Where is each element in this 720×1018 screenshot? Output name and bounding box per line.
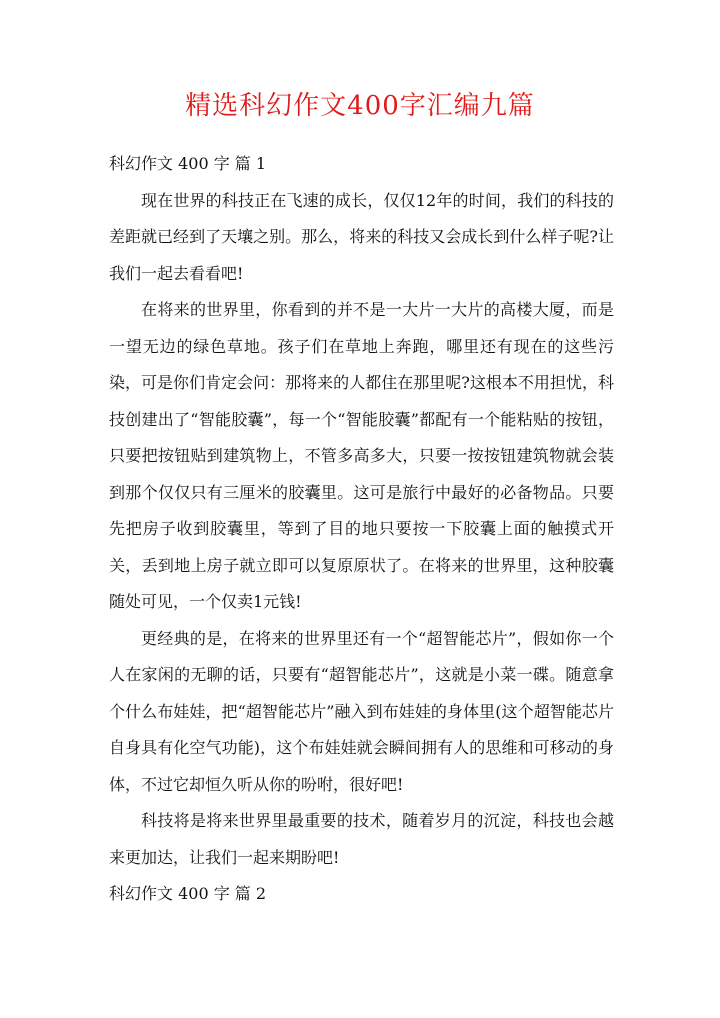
document-title: 精选科幻作文400字汇编九篇 [185, 91, 535, 121]
paragraph-1: 现在世界的科技正在飞速的成长，仅仅12年的时间，我们的科技的差距就已经到了天壤之别。那么，将来的科技又会成长到什么样子呢?让我们一起去看看吧! [109, 190, 614, 283]
section-heading-1: 科幻作文 400 字 篇 1 [109, 154, 267, 173]
paragraph-4: 科技将是将来世界里最重要的技术，随着岁月的沉淀，科技也会越来更加达，让我们一起来期盼吧! [109, 811, 614, 867]
paragraph-2: 在将来的世界里，你看到的并不是一大片一大片的高楼大厦，而是一望无边的绿色草地。孩子们在草地上奔跑，哪里还有现在的这些污染，可是你们肯定会问：那将来的人都住在那里呢?这根本不用担忧，科技创建出了“智能胶囊”，每一个“智能胶囊”都配有一个能粘贴的按钮，只要把按钮贴到建筑物上，不管多高多大，只要一按按钮建筑物就会装到那个仅仅只有三厘米的胶囊里。这可是旅行中最好的必备物品。只要先把房子收到胶囊里，等到了目的地只要按一下胶囊上面的触摸式开关，丢到地上房子就立即可以复原原状了。在将来的世界里，这种胶囊随处可见，一个仅卖1元钱! [109, 300, 614, 611]
document-body [109, 146, 614, 913]
paragraph-3: 更经典的是，在将来的世界里还有一个“超智能芯片”，假如你一个人在家闲的无聊的话，只要有“超智能芯片”，这就是小菜一碟。随意拿个什么布娃娃，把“超智能芯片”融入到布娃娃的身体里(这个超智能芯片自身具有化空气功能)，这个布娃娃就会瞬间拥有人的思维和可移动的身体，不过它却恒久听从你的吩咐，很好吧! [109, 628, 614, 794]
section-heading-2: 科幻作文 400 字 篇 2 [109, 884, 267, 903]
essay-section-2 [109, 876, 614, 913]
essay-section-1 [109, 146, 614, 876]
